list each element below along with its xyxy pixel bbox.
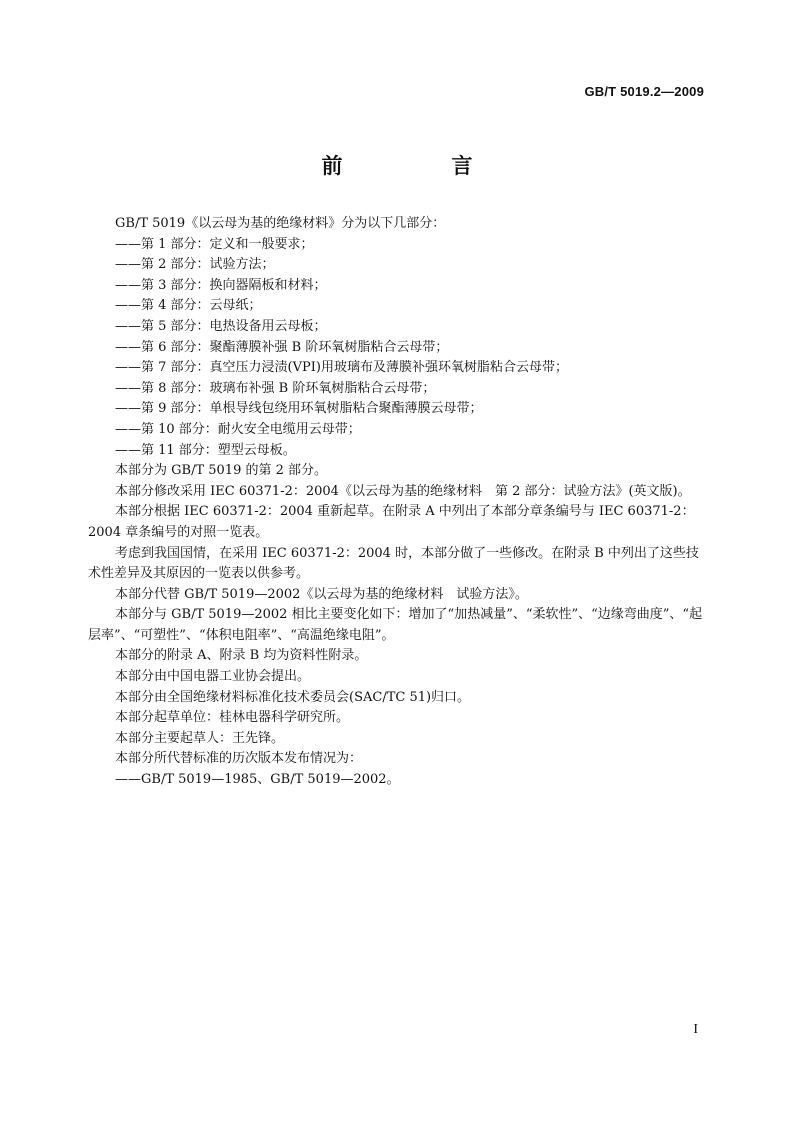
paragraph: 本部分由中国电器工业协会提出。 (115, 669, 311, 685)
list-item: ——第 9 部分：单根导线包绕用环氧树脂粘合聚酯薄膜云母带； (115, 401, 483, 417)
list-item: ——第 3 部分：换向器隔板和材料； (115, 277, 327, 293)
paragraph: 本部分为 GB/T 5019 的第 2 部分。 (115, 463, 328, 479)
page-number: I (693, 1022, 698, 1037)
list-item: ——第 7 部分：真空压力浸渍(VPI)用玻璃布及薄膜补强环氧树脂粘合云母带； (115, 360, 568, 376)
foreword-body (88, 214, 708, 791)
page-title: 前 言 (321, 154, 517, 178)
list-item: ——第 11 部分：塑型云母板。 (115, 442, 296, 458)
paragraph: 本部分由全国绝缘材料标准化技术委员会(SAC/TC 51)归口。 (115, 689, 471, 705)
paragraph: 本部分修改采用 IEC 60371-2：2004《以云母为基的绝缘材料 第 2 部分：试验方法》(英文版)。 (115, 483, 691, 499)
list-item: ——第 4 部分：云母纸； (115, 298, 262, 314)
paragraph: 本部分所代替标准的历次版本发布情况为： (115, 751, 363, 767)
paragraph: 本部分根据 IEC 60371-2：2004 重新起草。在附录 A 中列出了本部分章条编号与 IEC 60371-2：2004 章条编号的对照一览表。 (88, 504, 695, 540)
standard-code-header: GB/T 5019.2—2009 (584, 84, 704, 99)
list-item: ——GB/T 5019—1985、GB/T 5019—2002。 (115, 772, 400, 788)
list-item: ——第 1 部分：定义和一般要求； (115, 236, 314, 252)
list-item: ——第 5 部分：电热设备用云母板； (115, 318, 327, 334)
paragraph: 本部分的附录 A、附录 B 均为资料性附录。 (115, 648, 368, 664)
paragraph: 本部分与 GB/T 5019—2002 相比主要变化如下：增加了“加热减量”、“柔软性”、“边缘弯曲度”、“起层率”、“可塑性”、“体积电阻率”、“高温绝缘电阻”。 (88, 607, 703, 643)
paragraph: 本部分主要起草人：王先锋。 (115, 730, 285, 746)
paragraph: 本部分代替 GB/T 5019—2002《以云母为基的绝缘材料 试验方法》。 (115, 586, 528, 602)
paragraph: 考虑到我国国情，在采用 IEC 60371-2：2004 时，本部分做了一些修改。在附录 B 中列出了这些技术性差异及其原因的一览表以供参考。 (88, 545, 699, 582)
list-item: ——第 8 部分：玻璃布补强 B 阶环氧树脂粘合云母带； (115, 380, 436, 396)
paragraph: GB/T 5019《以云母为基的绝缘材料》分为以下几部分： (115, 216, 446, 231)
list-item: ——第 10 部分：耐火安全电缆用云母带； (115, 421, 361, 437)
paragraph: 本部分起草单位：桂林电器科学研究所。 (115, 710, 350, 726)
list-item: ——第 2 部分：试验方法； (115, 257, 275, 273)
list-item: ——第 6 部分：聚酯薄膜补强 B 阶环氧树脂粘合云母带； (115, 339, 449, 355)
